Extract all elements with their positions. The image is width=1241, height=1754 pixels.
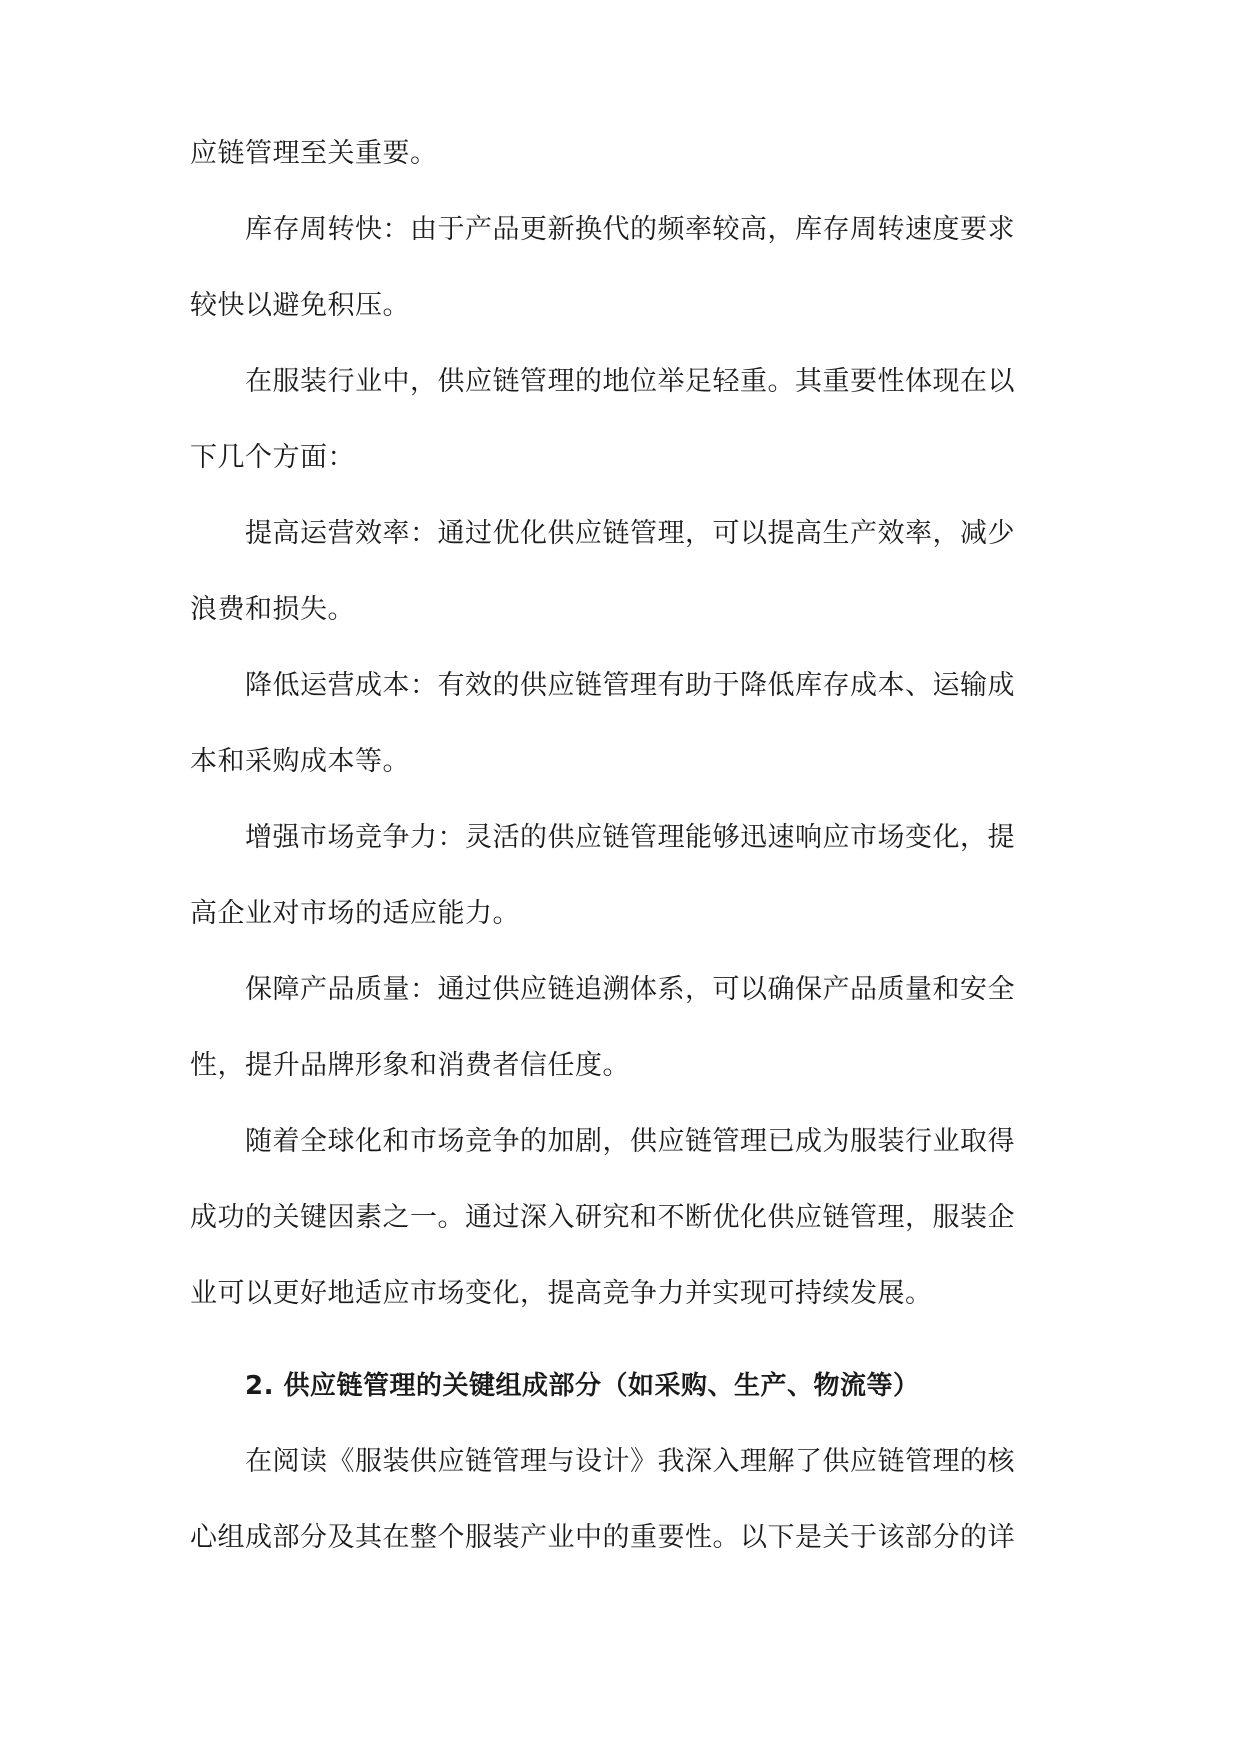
paragraph-line: 成功的关键因素之一。通过深入研究和不断优化供应链管理，服装企	[190, 1202, 1015, 1233]
paragraph-line: 应链管理至关重要。	[190, 138, 438, 169]
paragraph-line: 下几个方面：	[190, 442, 355, 473]
paragraph-line: 降低运营成本：有效的供应链管理有助于降低库存成本、运输成	[245, 670, 1015, 701]
paragraph-line: 在阅读《服装供应链管理与设计》我深入理解了供应链管理的核	[245, 1446, 1015, 1477]
section-heading: 2. 供应链管理的关键组成部分（如采购、生产、物流等）	[245, 1371, 920, 1401]
paragraph-line: 库存周转快：由于产品更新换代的频率较高，库存周转速度要求	[245, 214, 1015, 245]
paragraph-line: 在服装行业中，供应链管理的地位举足轻重。其重要性体现在以	[245, 366, 1015, 397]
paragraph-line: 随着全球化和市场竞争的加剧，供应链管理已成为服装行业取得	[245, 1126, 1015, 1157]
paragraph-line: 提高运营效率：通过优化供应链管理，可以提高生产效率，减少	[245, 518, 1015, 549]
paragraph-line: 本和采购成本等。	[190, 746, 410, 777]
paragraph-line: 保障产品质量：通过供应链追溯体系，可以确保产品质量和安全	[245, 974, 1015, 1005]
paragraph-line: 增强市场竞争力：灵活的供应链管理能够迅速响应市场变化，提	[245, 822, 1015, 853]
paragraph-line: 性，提升品牌形象和消费者信任度。	[190, 1050, 630, 1081]
paragraph-line: 较快以避免积压。	[190, 290, 410, 321]
paragraph-line: 浪费和损失。	[190, 594, 355, 625]
paragraph-line: 高企业对市场的适应能力。	[190, 898, 520, 929]
paragraph-line: 业可以更好地适应市场变化，提高竞争力并实现可持续发展。	[190, 1278, 933, 1309]
paragraph-line: 心组成部分及其在整个服装产业中的重要性。以下是关于该部分的详	[190, 1522, 1015, 1553]
